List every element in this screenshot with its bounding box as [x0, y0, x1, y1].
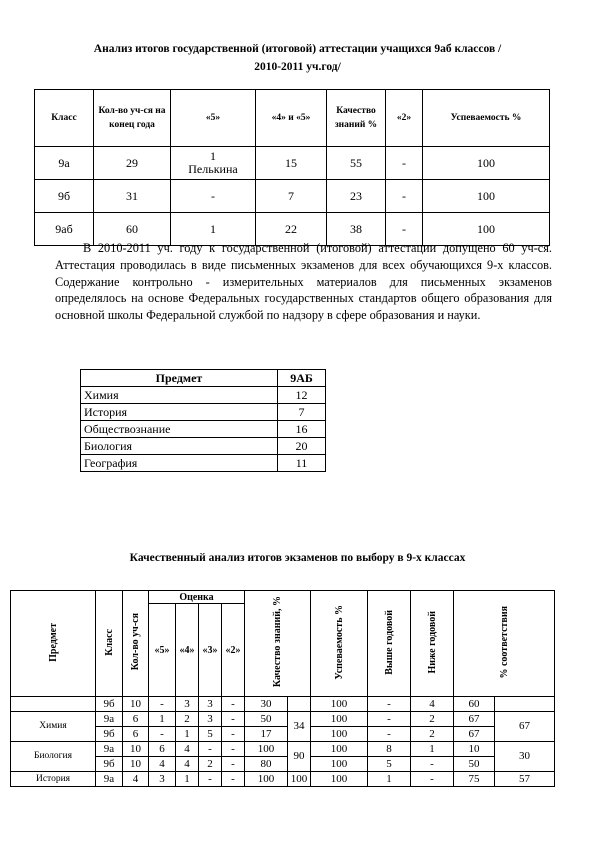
cell: - [386, 180, 423, 213]
header-grade-5: «5» [149, 604, 176, 697]
cell: 5 [368, 757, 411, 772]
analysis-header-row [11, 591, 555, 604]
cell: Биология [81, 438, 278, 455]
cell [495, 697, 555, 712]
table-row [81, 404, 326, 421]
cell: 100 [311, 712, 368, 727]
cell: 9а [96, 772, 123, 787]
cell: - [386, 147, 423, 180]
cell: 4 [176, 757, 199, 772]
cell: 4 [411, 697, 454, 712]
cell: - [171, 180, 256, 213]
table-row [81, 421, 326, 438]
table-row [81, 455, 326, 472]
cell: 100 [245, 772, 288, 787]
cell: 9б [96, 727, 123, 742]
cell: 50 [454, 757, 495, 772]
cell: 1 [411, 742, 454, 757]
cell: - [222, 712, 245, 727]
header-two: «2» [386, 90, 423, 147]
cell: 10 [123, 757, 149, 772]
cell: 6 [149, 742, 176, 757]
cell: 22 [256, 213, 327, 246]
cell: 10 [123, 697, 149, 712]
cell: 1 [368, 772, 411, 787]
header-five: «5» [171, 90, 256, 147]
document-title [40, 40, 555, 76]
cell: 29 [94, 147, 171, 180]
cell: 2 [411, 712, 454, 727]
cell: История [81, 404, 278, 421]
cell: 67 [454, 712, 495, 727]
table-row [81, 387, 326, 404]
cell: 10 [123, 742, 149, 757]
cell: 100 [245, 742, 288, 757]
cell: - [386, 213, 423, 246]
subject-biologiya: Биология [11, 742, 96, 772]
cell: География [81, 455, 278, 472]
header-below: Ниже годовой [411, 591, 454, 697]
cell: 2 [411, 727, 454, 742]
header-count: Кол-во уч-ся на конец года [94, 90, 171, 147]
cell: 3 [149, 772, 176, 787]
results-header-row [35, 90, 550, 147]
cell: 3 [199, 697, 222, 712]
header-grade-2: «2» [222, 604, 245, 697]
subjects-table [80, 369, 326, 472]
cell: 4 [123, 772, 149, 787]
header-quality: Качество знаний, % [245, 591, 311, 697]
header-above: Выше годовой [368, 591, 411, 697]
cell: 5 [199, 727, 222, 742]
subjects-header-row [81, 370, 326, 387]
exam-analysis-table [10, 590, 555, 787]
cell: 4 [149, 757, 176, 772]
cell: 60 [94, 213, 171, 246]
cell: 9б [35, 180, 94, 213]
cell: 7 [278, 404, 326, 421]
cell: 100 [311, 727, 368, 742]
cell: - [222, 757, 245, 772]
cell: 7 [256, 180, 327, 213]
intro-paragraph: В 2010-2011 уч. году к государственной (итоговой) аттестации допущено 60 уч-ся. Аттестация проводилась в виде письменных экзаменов для всех обучающихся 9-х классов. Содержание контрольно - измерительных материалов для письменных экзаменов определялось на основе Федеральных государственных стандартов общего образования для основной школы Федеральной службой по надзору в сфере образования и науки. [55, 241, 552, 323]
cell: 30 [495, 742, 555, 772]
cell: 9а [35, 147, 94, 180]
cell: 100 [311, 742, 368, 757]
cell: 9а [96, 712, 123, 727]
cell: 3 [199, 712, 222, 727]
results-table [34, 89, 550, 246]
cell: 1 [176, 727, 199, 742]
cell: 20 [278, 438, 326, 455]
cell: 17 [245, 727, 288, 742]
header-match: % соответствия [454, 591, 555, 697]
cell: Химия [81, 387, 278, 404]
cell: - [411, 772, 454, 787]
cell: - [199, 742, 222, 757]
cell: 50 [245, 712, 288, 727]
cell: 90 [288, 742, 311, 772]
cell: 80 [245, 757, 288, 772]
cell: 4 [176, 742, 199, 757]
cell: 2 [199, 757, 222, 772]
table-row [11, 772, 555, 787]
cell: 100 [311, 697, 368, 712]
cell: 100 [423, 180, 550, 213]
cell: - [368, 712, 411, 727]
cell: 23 [327, 180, 386, 213]
cell: 1 Пелькина [171, 147, 256, 180]
cell: 100 [288, 772, 311, 787]
header-grade-4: «4» [176, 604, 199, 697]
cell: 57 [495, 772, 555, 787]
cell: 9а [96, 742, 123, 757]
cell: 2 [176, 712, 199, 727]
cell: 9б [96, 697, 123, 712]
title-line-1: Анализ итогов государственной (итоговой) аттестации учащихся 9аб классов / [93, 43, 502, 55]
table-row [11, 697, 555, 712]
header-quality: Качество знаний % [327, 90, 386, 147]
cell: 100 [311, 772, 368, 787]
cell: 67 [495, 712, 555, 742]
cell: - [149, 727, 176, 742]
cell: 30 [245, 697, 288, 712]
cell: 16 [278, 421, 326, 438]
cell: - [199, 772, 222, 787]
cell: 12 [278, 387, 326, 404]
header-9ab: 9АБ [278, 370, 326, 387]
section-subtitle: Качественный анализ итогов экзаменов по выбору в 9-х классах [129, 552, 466, 564]
header-class: Класс [96, 591, 123, 697]
header-four-five: «4» и «5» [256, 90, 327, 147]
header-class: Класс [35, 90, 94, 147]
header-subject: Предмет [11, 591, 96, 697]
cell: - [411, 757, 454, 772]
cell: 9аб [35, 213, 94, 246]
cell: 15 [256, 147, 327, 180]
cell: 11 [278, 455, 326, 472]
cell: 60 [454, 697, 495, 712]
cell: - [222, 697, 245, 712]
cell: 6 [123, 727, 149, 742]
cell: 55 [327, 147, 386, 180]
cell: - [368, 727, 411, 742]
header-count: Кол-во уч-ся [123, 591, 149, 697]
cell: 75 [454, 772, 495, 787]
cell: 34 [288, 712, 311, 742]
cell: - [222, 772, 245, 787]
cell: 9б [96, 757, 123, 772]
cell: 67 [454, 727, 495, 742]
header-success: Успеваемость % [423, 90, 550, 147]
cell: 3 [176, 697, 199, 712]
cell: 1 [176, 772, 199, 787]
header-success: Успеваемость % [311, 591, 368, 697]
header-subject: Предмет [81, 370, 278, 387]
header-grade: Оценка [149, 591, 245, 604]
cell: - [149, 697, 176, 712]
cell: 100 [423, 213, 550, 246]
cell: - [222, 742, 245, 757]
title-line-2: 2010-2011 уч.год/ [254, 61, 341, 73]
table-row [11, 742, 555, 757]
table-row [35, 180, 550, 213]
cell: Обществознание [81, 421, 278, 438]
cell: 38 [327, 213, 386, 246]
cell: 100 [311, 757, 368, 772]
cell: 8 [368, 742, 411, 757]
subject-istoriya: История [11, 772, 96, 787]
cell: 10 [454, 742, 495, 757]
cell [288, 697, 311, 712]
table-row [35, 147, 550, 180]
cell: 31 [94, 180, 171, 213]
subject-himiya: Химия [11, 712, 96, 742]
table-row [81, 438, 326, 455]
cell: 1 [171, 213, 256, 246]
cell: - [368, 697, 411, 712]
header-grade-3: «3» [199, 604, 222, 697]
cell: 100 [423, 147, 550, 180]
cell: 1 [149, 712, 176, 727]
cell [11, 697, 96, 712]
cell: 6 [123, 712, 149, 727]
table-row [11, 712, 555, 727]
cell: - [222, 727, 245, 742]
